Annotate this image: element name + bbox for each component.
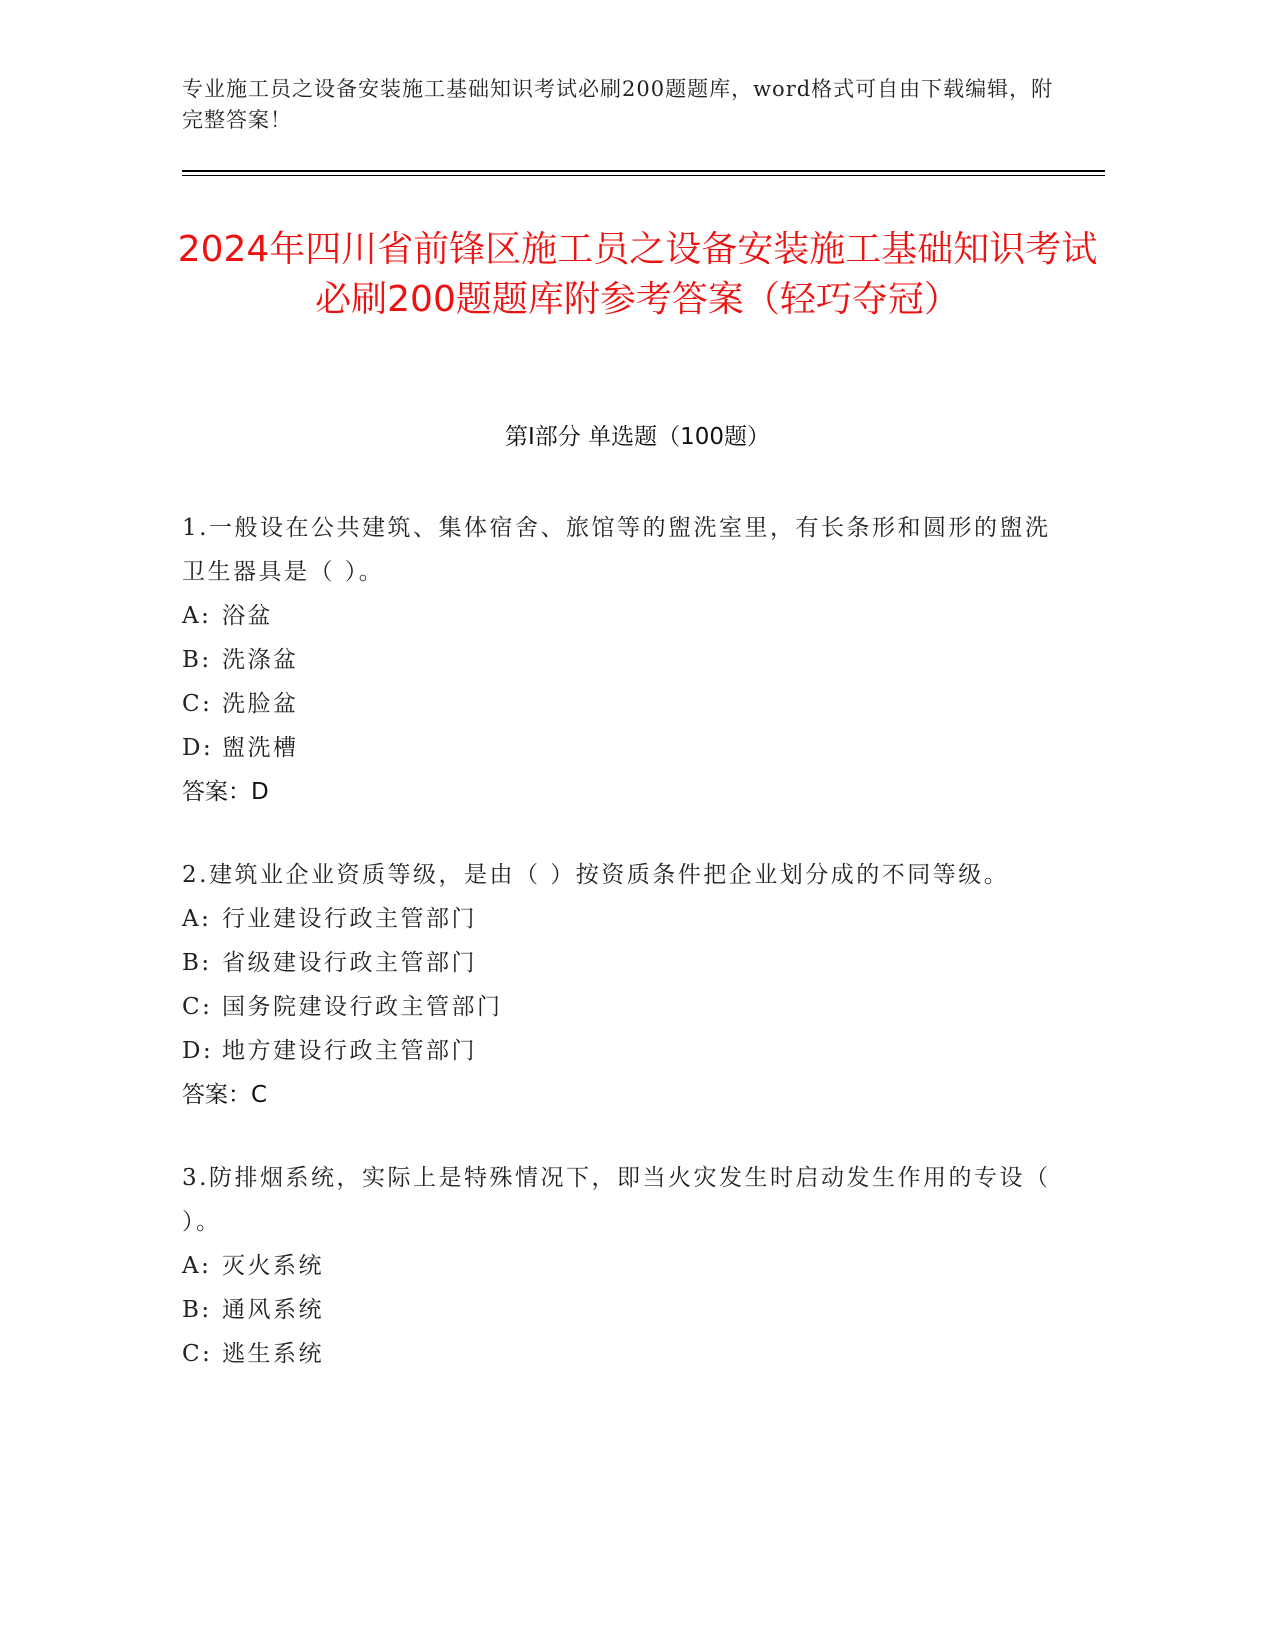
- option-d: [182, 726, 1052, 770]
- option-letter: B:: [182, 950, 212, 976]
- option-letter: A:: [182, 906, 212, 932]
- option-text: 浴盆: [222, 603, 273, 629]
- answer-line: 答案：C: [182, 1082, 268, 1108]
- option-letter: B:: [182, 1297, 212, 1323]
- option-letter: C:: [182, 691, 213, 717]
- question-3: [182, 1156, 1052, 1376]
- option-c: [182, 985, 1052, 1029]
- question-stem: 1.一般设在公共建筑、集体宿舍、旅馆等的盥洗室里，有长条形和圆形的盥洗卫生器具是（ ）。: [182, 515, 1051, 585]
- option-c: [182, 1332, 1052, 1376]
- option-letter: B:: [182, 647, 212, 673]
- section-heading: 第Ⅰ部分 单选题（100题）: [505, 424, 770, 450]
- option-a: [182, 594, 1052, 638]
- option-letter: A:: [182, 603, 212, 629]
- option-d: [182, 1029, 1052, 1073]
- question-stem: 3.防排烟系统，实际上是特殊情况下，即当火灾发生时启动发生作用的专设（ ）。: [182, 1165, 1051, 1235]
- option-a: [182, 1244, 1052, 1288]
- option-text: 行业建设行政主管部门: [222, 906, 477, 932]
- question-list: [182, 506, 1052, 1415]
- option-b: [182, 1288, 1052, 1332]
- header-note: 专业施工员之设备安装施工基础知识考试必刷200题题库，word格式可自由下载编辑，附完整答案！: [182, 77, 1054, 132]
- option-letter: D:: [182, 1038, 214, 1064]
- question-1: [182, 506, 1052, 814]
- option-text: 盥洗槽: [222, 735, 299, 761]
- question-2: [182, 853, 1052, 1117]
- option-text: 地方建设行政主管部门: [222, 1038, 477, 1064]
- option-letter: D:: [182, 735, 214, 761]
- option-text: 通风系统: [222, 1297, 324, 1323]
- option-b: [182, 638, 1052, 682]
- option-letter: C:: [182, 994, 213, 1020]
- question-stem: 2.建筑业企业资质等级，是由（ ）按资质条件把企业划分成的不同等级。: [182, 862, 1010, 888]
- option-text: 洗脸盆: [222, 691, 299, 717]
- option-text: 灭火系统: [222, 1253, 324, 1279]
- option-text: 国务院建设行政主管部门: [222, 994, 503, 1020]
- option-c: [182, 682, 1052, 726]
- option-text: 洗涤盆: [222, 647, 299, 673]
- option-a: [182, 897, 1052, 941]
- answer-line: 答案：D: [182, 779, 269, 805]
- option-b: [182, 941, 1052, 985]
- header-rule-thick: [182, 170, 1105, 172]
- option-letter: A:: [182, 1253, 212, 1279]
- option-text: 逃生系统: [222, 1341, 324, 1367]
- option-text: 省级建设行政主管部门: [222, 950, 477, 976]
- document-title: 2024年四川省前锋区施工员之设备安装施工基础知识考试必刷200题题库附参考答案（轻巧夺冠）: [177, 229, 1098, 320]
- header-rule-thin: [182, 175, 1105, 176]
- option-letter: C:: [182, 1341, 213, 1367]
